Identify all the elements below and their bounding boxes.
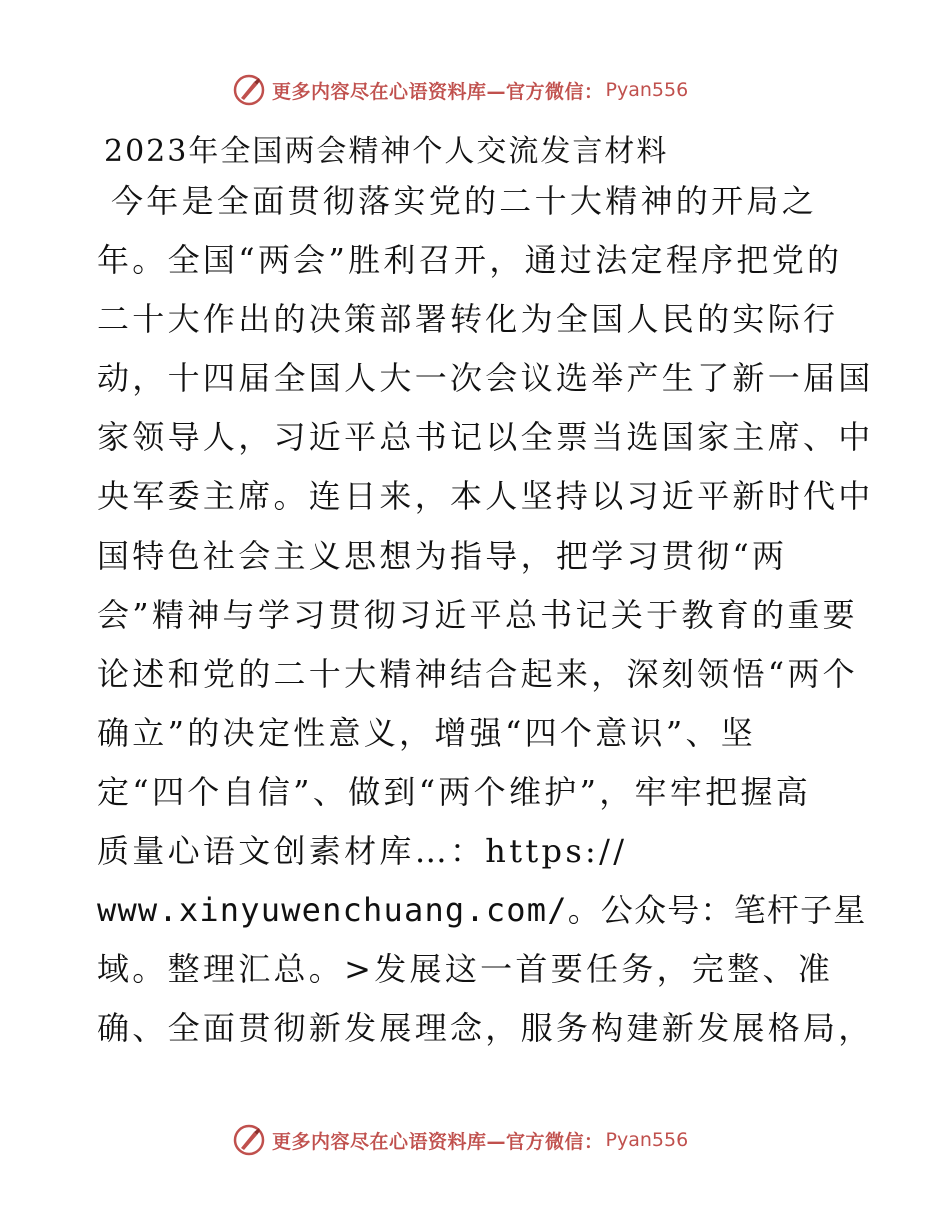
body-line: 定“四个自信”、做到“两个维护”，牢牢把握高 — [97, 772, 812, 811]
body-line: 二十大作出的决策部署转化为全国人民的实际行 — [97, 300, 839, 339]
watermark-text: 更多内容尽在心语资料库—官方微信： — [272, 80, 604, 103]
quill-pen-logo-icon — [232, 73, 266, 107]
header-watermark — [232, 70, 712, 110]
body-line: 域。整理汇总。>发展这一首要任务，完整、准 — [97, 950, 834, 989]
body-line: 家领导人，习近平总书记以全票当选国家主席、中 — [97, 418, 874, 457]
body-line: 确立”的决定性意义，增强“四个意识”、坚 — [97, 713, 757, 752]
body-line: 今年是全面贯彻落实党的二十大精神的开局之 — [111, 182, 818, 220]
body-line: 质量心语文创素材库…：https:// — [97, 832, 628, 871]
body-line: 会”精神与学习贯彻习近平总书记关于教育的重要 — [97, 595, 858, 634]
body-line: 国特色社会主义思想为指导，把学习贯彻“两 — [97, 536, 788, 575]
footer-watermark — [232, 1120, 712, 1160]
watermark-account: Pyan556 — [605, 79, 689, 101]
document-title: 2023年全国两会精神个人交流发言材料 — [104, 134, 669, 169]
body-line: 央军委主席。连日来，本人坚持以习近平新时代中 — [97, 477, 874, 516]
watermark-account: Pyan556 — [605, 1129, 689, 1151]
body-line: 动，十四届全国人大一次会议选举产生了新一届国 — [97, 359, 874, 398]
document-body — [97, 172, 897, 1058]
body-line: 确、全面贯彻新发展理念，服务构建新发展格局， — [97, 1009, 874, 1048]
body-line: 论述和党的二十大精神结合起来，深刻领悟“两个 — [97, 654, 858, 693]
body-line-url: www.xinyuwenchuang.com/。公众号：笔杆子星 — [97, 891, 867, 930]
quill-pen-logo-icon — [232, 1123, 266, 1157]
body-line: 年。全国“两会”胜利召开，通过法定程序把党的 — [97, 241, 843, 280]
watermark-text: 更多内容尽在心语资料库—官方微信： — [272, 1130, 604, 1153]
